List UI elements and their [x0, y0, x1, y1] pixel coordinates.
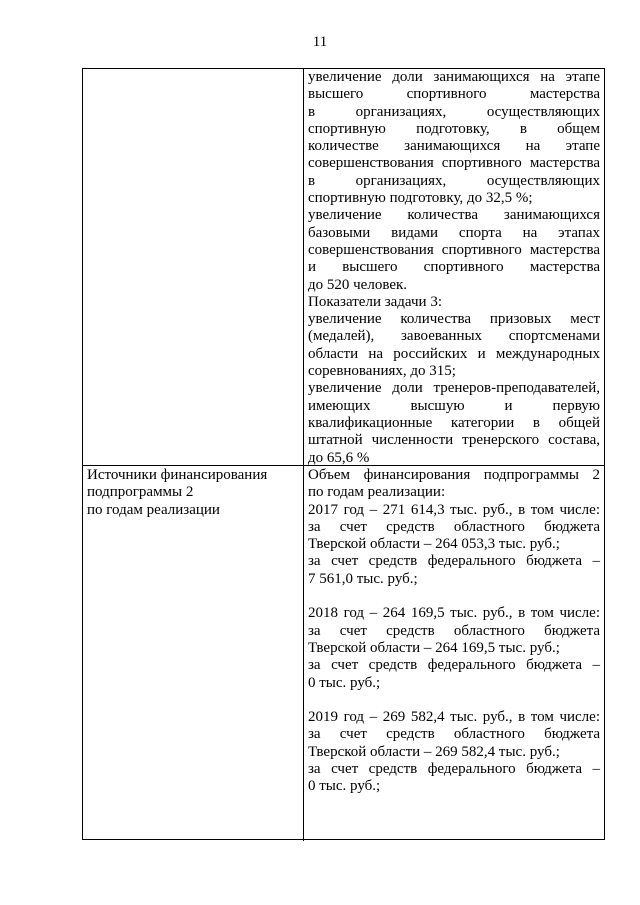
text-line: 0 тыс. руб.; [308, 778, 381, 795]
text-line: Показатели задачи 3: [308, 293, 442, 310]
text-line: совершенствования спортивного мастерства [308, 155, 600, 172]
text-line: имеющих высшую и первую [308, 397, 600, 414]
text-line: количестве занимающихся на этапе [308, 138, 600, 155]
text-line: базовыми видами спорта на этапах [308, 224, 600, 241]
text-line: спортивную подготовку, до 32,5 %; [308, 190, 533, 207]
text-line: 2019 год – 269 582,4 тыс. руб., в том числе: [308, 709, 600, 726]
passport-table [82, 68, 605, 840]
blank-line [308, 692, 600, 709]
column-divider [303, 69, 304, 841]
text-line: увеличение доли занимающихся на этапе [308, 69, 600, 85]
funding-volume-cell [308, 467, 600, 796]
text-line: до 520 человек. [308, 276, 408, 293]
funding-sources-label-cell [87, 467, 299, 519]
text-line: по годам реализации [87, 501, 220, 518]
text-line: за счет средств федерального бюджета – [308, 553, 600, 570]
text-line: совершенствования спортивного мастерства [308, 241, 600, 258]
text-line: в организациях, осуществляющих [308, 172, 600, 189]
text-line: в организациях, осуществляющих [308, 103, 600, 120]
text-line: за счет средств областного бюджета [308, 726, 600, 743]
text-line: увеличение доли тренеров-преподавателей, [308, 380, 600, 397]
text-line: до 65,6 % [308, 449, 370, 466]
text-line: подпрограммы 2 [87, 484, 194, 501]
text-line: спортивную подготовку, в общем [308, 120, 600, 137]
text-line: по годам реализации: [308, 484, 446, 501]
page-number: 11 [312, 34, 328, 50]
text-line: Источники финансирования [87, 467, 268, 483]
text-line: 2018 год – 264 169,5 тыс. руб., в том числе: [308, 605, 600, 622]
text-line: увеличение количества призовых мест [308, 311, 600, 328]
text-line: области на российских и международных [308, 345, 600, 362]
text-line: Объем финансирования подпрограммы 2 [308, 467, 600, 483]
text-line: за счет средств областного бюджета [308, 518, 600, 535]
text-line: и высшего спортивного мастерства [308, 259, 600, 276]
text-line: за счет средств областного бюджета [308, 622, 600, 639]
text-line: соревнованиях, до 315; [308, 363, 456, 380]
text-line: штатной численности тренерского состава, [308, 432, 600, 449]
text-line: за счет средств федерального бюджета – [308, 761, 600, 778]
blank-line [308, 588, 600, 605]
text-line: 2017 год – 271 614,3 тыс. руб., в том числе: [308, 501, 600, 518]
text-line: за счет средств федерального бюджета – [308, 657, 600, 674]
text-line: 7 561,0 тыс. руб.; [308, 570, 418, 587]
text-line: Тверской области – 264 053,3 тыс. руб.; [308, 536, 560, 553]
text-line: высшего спортивного мастерства [308, 86, 600, 103]
text-line: квалификационные категории в общей [308, 414, 600, 431]
text-line: Тверской области – 269 582,4 тыс. руб.; [308, 743, 560, 760]
text-line: (медалей), завоеванных спортсменами [308, 328, 600, 345]
text-line: Тверской области – 264 169,5 тыс. руб.; [308, 639, 560, 656]
indicators-cell [308, 69, 600, 467]
text-line: 0 тыс. руб.; [308, 674, 381, 691]
text-line: увеличение количества занимающихся [308, 207, 600, 224]
